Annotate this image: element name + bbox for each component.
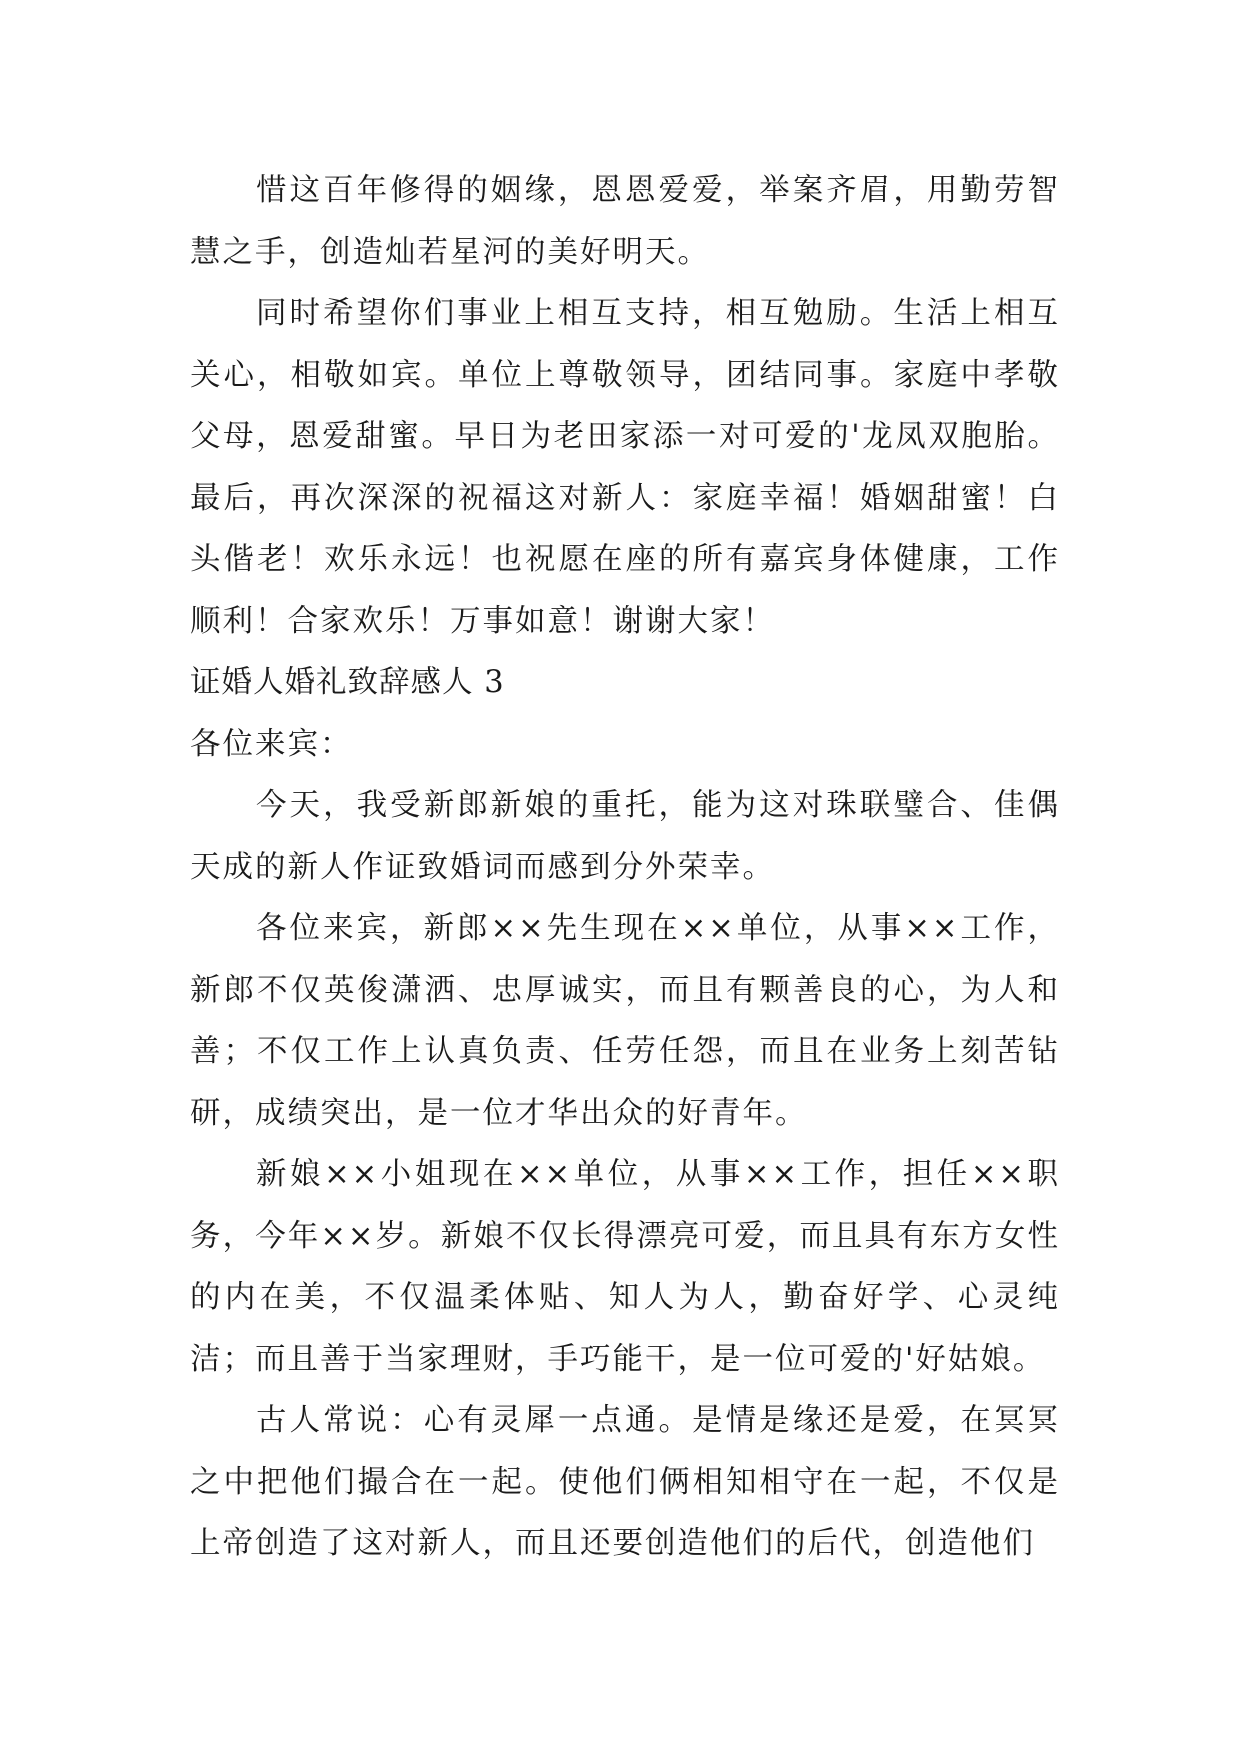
paragraph-intro: 今天，我受新郎新娘的重托，能为这对珠联璧合、佳偶天成的新人作证致婚词而感到分外荣幸。 — [190, 788, 1060, 885]
document-body — [190, 160, 1060, 1575]
salutation: 各位来宾： — [190, 726, 353, 762]
paragraph-blessing: 惜这百年修得的姻缘，恩恩爱爱，举案齐眉，用勤劳智慧之手，创造灿若星河的美好明天。 — [190, 173, 1060, 270]
paragraph-fate: 古人常说：心有灵犀一点通。是情是缘还是爱，在冥冥之中把他们撮合在一起。使他们俩相知相守在一起，不仅是上帝创造了这对新人，而且还要创造他们的后代，创造他们 — [190, 1403, 1060, 1561]
paragraph-groom: 各位来宾，新郎××先生现在××单位，从事××工作，新郎不仅英俊潇洒、忠厚诚实，而且有颗善良的心，为人和善；不仅工作上认真负责、任劳任怨，而且在业务上刻苦钻研，成绩突出，是一位才华出众的好青年。 — [190, 911, 1060, 1131]
section-heading: 证婚人婚礼致辞感人 3 — [190, 665, 505, 700]
paragraph-bride: 新娘××小姐现在××单位，从事××工作，担任××职务，今年××岁。新娘不仅长得漂亮可爱，而且具有东方女性的内在美，不仅温柔体贴、知人为人，勤奋好学、心灵纯洁；而且善于当家理财，手巧能干，是一位可爱的'好姑娘。 — [190, 1157, 1060, 1377]
paragraph-wishes: 同时希望你们事业上相互支持，相互勉励。生活上相互关心，相敬如宾。单位上尊敬领导，团结同事。家庭中孝敬父母，恩爱甜蜜。早日为老田家添一对可爱的'龙凤双胞胎。最后，再次深深的祝福这对新人：家庭幸福！婚姻甜蜜！白头偕老！欢乐永远！也祝愿在座的所有嘉宾身体健康，工作顺利！合家欢乐！万事如意！谢谢大家！ — [190, 296, 1060, 639]
